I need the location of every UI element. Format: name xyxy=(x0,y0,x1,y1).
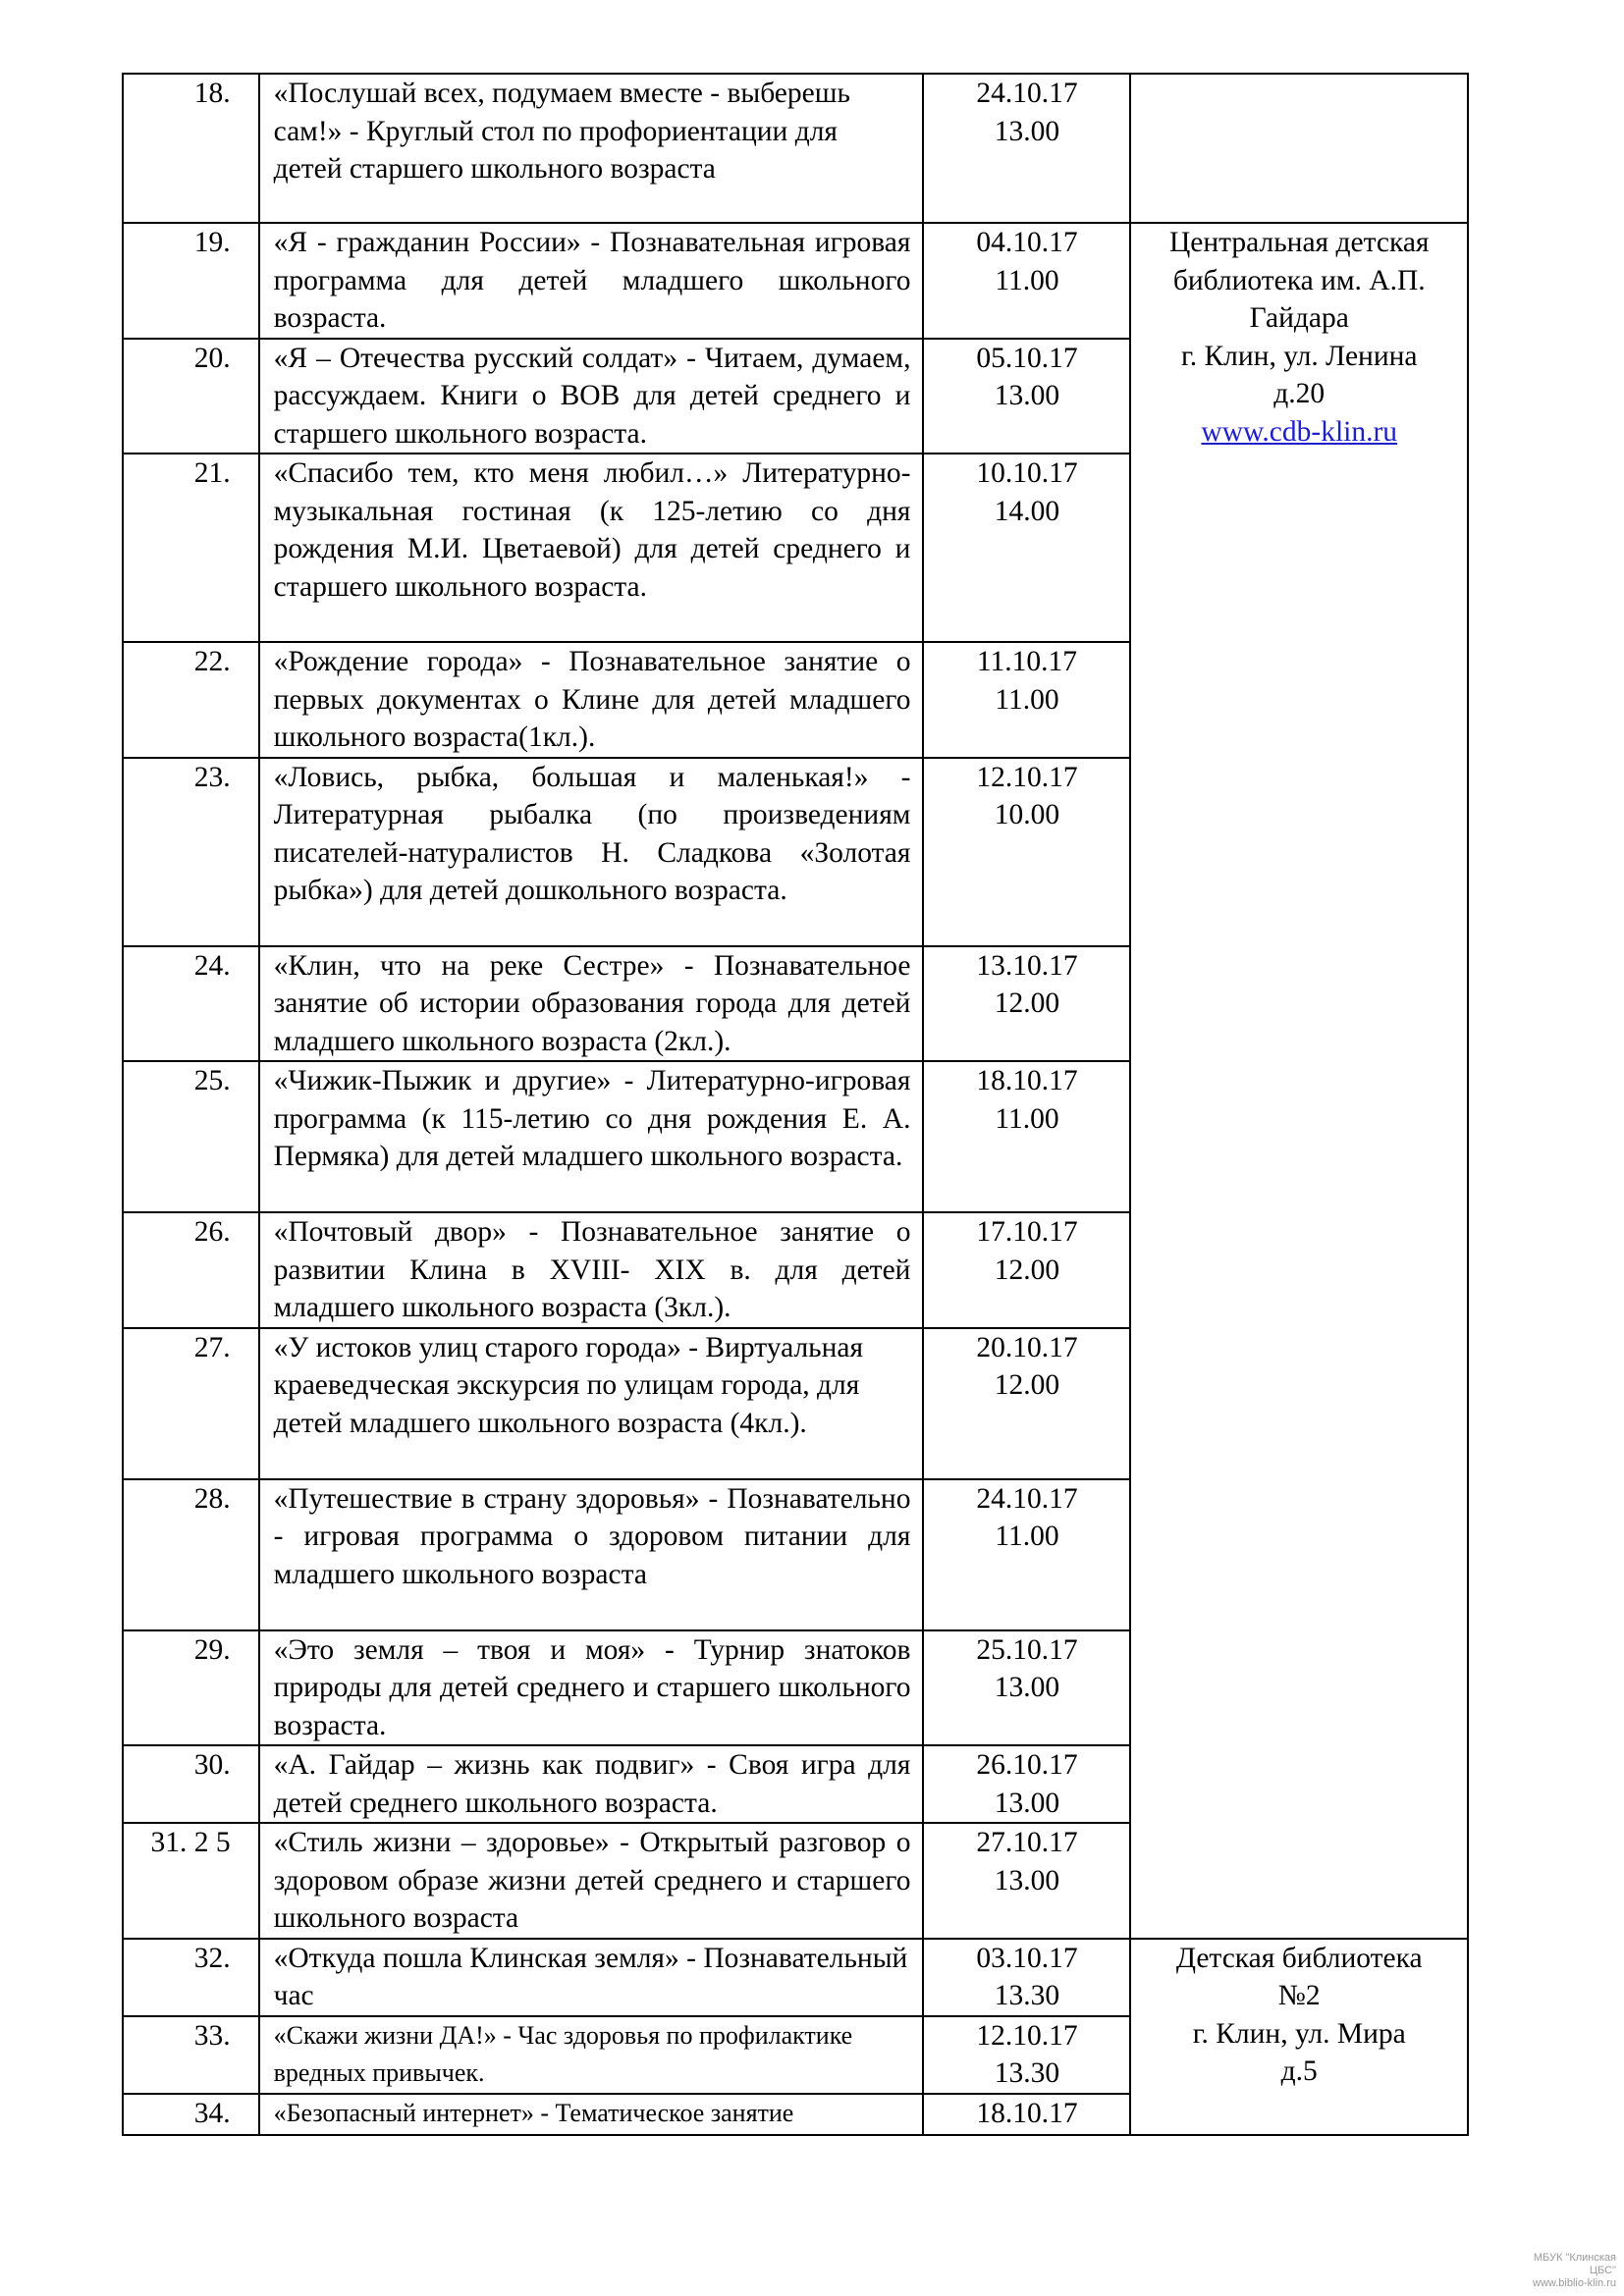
venue-address: г. Клин, ул. Мира xyxy=(1192,2017,1406,2050)
event-datetime: 10.10.17 14.00 xyxy=(923,454,1130,642)
event-description: «У истоков улиц старого города» - Виртуальная краеведческая экскурсия по улицам города, для детей младшего школьного возраста (4кл.). xyxy=(259,1328,924,1479)
event-datetime: 11.10.17 11.00 xyxy=(923,642,1130,758)
event-description: «Спасибо тем, кто меня любил…» Литературно-музыкальная гостиная (к 125-летию со дня рождения М.И. Цветаевой) для детей среднего и старшего школьного возраста. xyxy=(259,454,924,642)
footer-watermark: МБУК "Клинская ЦБС" www.biblio-klin.ru xyxy=(1533,2252,1616,2289)
event-description: «Откуда пошла Клинская земля» - Познавательный час xyxy=(259,1939,924,2016)
event-datetime: 24.10.17 11.00 xyxy=(923,1479,1130,1630)
event-description: «Стиль жизни – здоровье» - Открытый разговор о здоровом образе жизни детей среднего и старшего школьного возраста xyxy=(259,1823,924,1939)
venue-name: Детская библиотека xyxy=(1175,1942,1423,1974)
event-description: «Скажи жизни ДА!» - Час здоровья по профилактике вредных привычек. xyxy=(259,2016,924,2094)
row-number: 34. xyxy=(123,2094,259,2135)
event-datetime: 24.10.17 13.00 xyxy=(923,74,1130,223)
venue-address: г. Клин, ул. Ленина xyxy=(1180,340,1418,372)
event-description: «Я – Отечества русский солдат» - Читаем, думаем, рассуждаем. Книги о ВОВ для детей среднего и старшего школьного возраста. xyxy=(259,339,924,454)
event-description: «Послушай всех, подумаем вместе - выберешь сам!» - Круглый стол по профориентации для детей старшего школьного возраста xyxy=(259,74,924,223)
row-number: 19. xyxy=(123,223,259,339)
events-table xyxy=(122,73,1469,2136)
event-description: «Ловись, рыбка, большая и маленькая!» - Литературная рыбалка (по произведениям писателей-натуралистов Н. Сладкова «Золотая рыбка») для детей дошкольного возраста. xyxy=(259,758,924,946)
table-row xyxy=(123,223,1468,339)
event-description: «А. Гайдар – жизнь как подвиг» - Своя игра для детей среднего школьного возраста. xyxy=(259,1745,924,1823)
event-datetime: 25.10.17 13.00 xyxy=(923,1630,1130,1746)
event-description: «Безопасный интернет» - Тематическое занятие xyxy=(259,2094,924,2135)
event-datetime: 18.10.17 xyxy=(923,2094,1130,2135)
row-number: 27. xyxy=(123,1328,259,1479)
event-datetime: 18.10.17 11.00 xyxy=(923,1061,1130,1212)
row-number: 24. xyxy=(123,946,259,1062)
row-number: 18. xyxy=(123,74,259,223)
row-number: 22. xyxy=(123,642,259,758)
row-number: 32. xyxy=(123,1939,259,2016)
row-number: 21. xyxy=(123,454,259,642)
row-number: 20. xyxy=(123,339,259,454)
row-number: 30. xyxy=(123,1745,259,1823)
venue-cell-empty xyxy=(1130,74,1468,223)
event-datetime: 04.10.17 11.00 xyxy=(923,223,1130,339)
row-number: 28. xyxy=(123,1479,259,1630)
venue-address: д.20 xyxy=(1273,378,1326,409)
event-description: «Путешествие в страну здоровья» - Познавательно - игровая программа о здоровом питании для младшего школьного возраста xyxy=(259,1479,924,1630)
event-datetime: 17.10.17 12.00 xyxy=(923,1212,1130,1328)
event-datetime: 12.10.17 10.00 xyxy=(923,758,1130,946)
event-datetime: 27.10.17 13.00 xyxy=(923,1823,1130,1939)
row-number: 33. xyxy=(123,2016,259,2094)
venue-name: №2 xyxy=(1277,1980,1321,2011)
row-number: 25. xyxy=(123,1061,259,1212)
event-description: «Чижик-Пыжик и другие» - Литературно-игровая программа (к 115-летию со дня рождения Е. А. Пермяка) для детей младшего школьного возраста. xyxy=(259,1061,924,1212)
venue-library-2 xyxy=(1130,1939,1468,2135)
venue-name: Центральная детская xyxy=(1168,227,1430,258)
event-datetime: 26.10.17 13.00 xyxy=(923,1745,1130,1823)
row-number: 29. xyxy=(123,1630,259,1746)
table-row xyxy=(123,1939,1468,2016)
row-number: 26. xyxy=(123,1212,259,1328)
event-datetime: 13.10.17 12.00 xyxy=(923,946,1130,1062)
row-number: 23. xyxy=(123,758,259,946)
event-description: «Рождение города» - Познавательное занятие о первых документах о Клине для детей младшего школьного возраста(1кл.). xyxy=(259,642,924,758)
event-datetime: 20.10.17 12.00 xyxy=(923,1328,1130,1479)
event-datetime: 05.10.17 13.00 xyxy=(923,339,1130,454)
row-number: 31. 2 5 xyxy=(123,1823,259,1939)
event-datetime: 03.10.17 13.30 xyxy=(923,1939,1130,2016)
event-description: «Я - гражданин России» - Познавательная игровая программа для детей младшего школьного возраста. xyxy=(259,223,924,339)
event-description: «Почтовый двор» - Познавательное занятие о развитии Клина в XVIII- XIX в. для детей младшего школьного возраста (3кл.). xyxy=(259,1212,924,1328)
event-datetime: 12.10.17 13.30 xyxy=(923,2016,1130,2094)
venue-name: Гайдара xyxy=(1249,302,1349,334)
venue-central-library xyxy=(1130,223,1468,1939)
venue-address: д.5 xyxy=(1280,2056,1318,2087)
event-description: «Это земля – твоя и моя» - Турнир знатоков природы для детей среднего и старшего школьного возраста. xyxy=(259,1630,924,1746)
venue-name: библиотека им. А.П. xyxy=(1172,264,1426,296)
event-description: «Клин, что на реке Сестре» - Познавательное занятие об истории образования города для детей младшего школьного возраста (2кл.). xyxy=(259,946,924,1062)
table-row xyxy=(123,74,1468,223)
venue-website-link[interactable]: www.cdb-klin.ru xyxy=(1201,415,1398,448)
